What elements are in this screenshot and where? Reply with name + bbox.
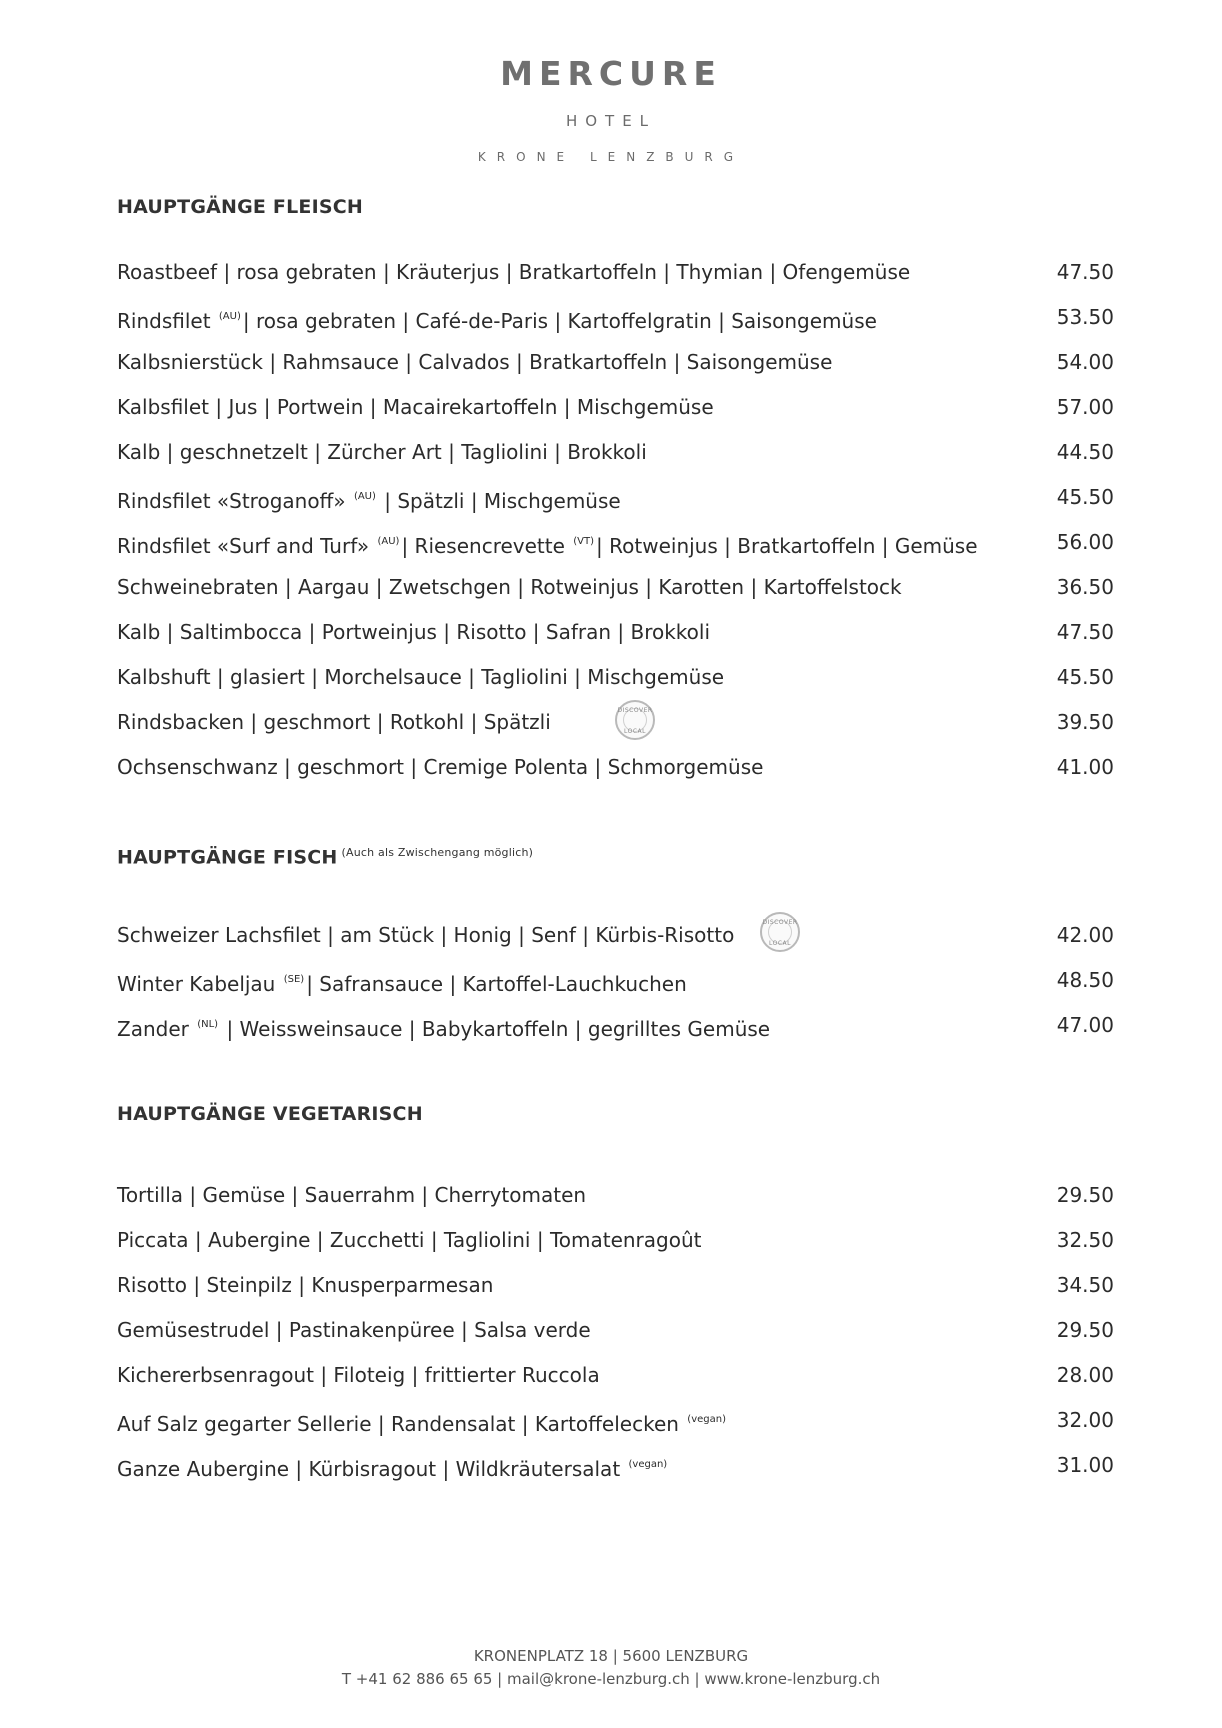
item-price: 54.00 bbox=[1056, 350, 1114, 374]
item-name: Auf Salz gegarter Sellerie | Randensalat | Kartoffelecken $^{(vegan)}$ bbox=[117, 1412, 726, 1436]
badge-text-bottom: LOCAL bbox=[624, 728, 646, 735]
menu-item bbox=[117, 1313, 1114, 1347]
footer-contact: T +41 62 886 65 65 | mail@krone-lenzburg.ch | www.krone-lenzburg.ch bbox=[341, 1670, 881, 1688]
item-name: Winter Kabeljau $^{(SE)}$ | Safransauce | Kartoffel-Lauchkuchen bbox=[117, 972, 687, 996]
item-price: 29.50 bbox=[1056, 1318, 1114, 1342]
section-title-fisch: HAUPTGÄNGE FISCH $^{(Auch als Zwischengang möglich)}$ bbox=[117, 846, 534, 869]
vegan-tag: (vegan) bbox=[687, 1414, 726, 1425]
logo-hotel: HOTEL bbox=[565, 112, 657, 130]
item-name: Schweizer Lachsfilet | am Stück | Honig | Senf | Kürbis-Risotto bbox=[117, 923, 735, 947]
menu-item bbox=[117, 1403, 1114, 1437]
badge-text-top: DISCOVER bbox=[762, 919, 798, 926]
item-price: 56.00 bbox=[1056, 530, 1114, 554]
menu-item bbox=[117, 255, 1114, 289]
menu-item bbox=[117, 435, 1114, 469]
item-name: Roastbeef | rosa gebraten | Kräuterjus | Bratkartoffeln | Thymian | Ofengemüse bbox=[117, 260, 911, 284]
menu-item bbox=[117, 1268, 1114, 1302]
item-name: Piccata | Aubergine | Zucchetti | Tagliolini | Tomatenragoût bbox=[117, 1228, 702, 1252]
menu-item bbox=[117, 525, 1114, 559]
item-name: Rindsfilet «Stroganoff» $^{(AU)}$ | Spätzli | Mischgemüse bbox=[117, 489, 621, 513]
item-price: 44.50 bbox=[1056, 440, 1114, 464]
item-price: 31.00 bbox=[1056, 1453, 1114, 1477]
section-note: (Auch als Zwischengang möglich) bbox=[341, 846, 534, 859]
origin-tag: (AU) bbox=[353, 491, 376, 502]
item-name: Kichererbsenragout | Filoteig | frittierter Ruccola bbox=[117, 1363, 600, 1387]
menu-item bbox=[117, 615, 1114, 649]
item-price: 47.50 bbox=[1056, 620, 1114, 644]
item-name: Ochsenschwanz | geschmort | Cremige Polenta | Schmorgemüse bbox=[117, 755, 764, 779]
item-price: 47.50 bbox=[1056, 260, 1114, 284]
item-price: 28.00 bbox=[1056, 1363, 1114, 1387]
item-name: Gemüsestrudel | Pastinakenpüree | Salsa verde bbox=[117, 1318, 591, 1342]
item-price: 45.50 bbox=[1056, 665, 1114, 689]
vegan-tag: (vegan) bbox=[628, 1459, 668, 1470]
item-name: Tortilla | Gemüse | Sauerrahm | Cherrytomaten bbox=[117, 1183, 587, 1207]
item-name: Kalb | geschnetzelt | Zürcher Art | Tagliolini | Brokkoli bbox=[117, 440, 647, 464]
menu-item bbox=[117, 345, 1114, 379]
menu-item bbox=[117, 480, 1114, 514]
menu-item bbox=[117, 1448, 1114, 1482]
item-price: 47.00 bbox=[1056, 1013, 1114, 1037]
menu-item bbox=[117, 1223, 1114, 1257]
item-price: 36.50 bbox=[1056, 575, 1114, 599]
item-price: 39.50 bbox=[1056, 710, 1114, 734]
origin-tag: (SE) bbox=[283, 974, 305, 985]
origin-tag: (VT) bbox=[573, 536, 595, 547]
item-price: 41.00 bbox=[1056, 755, 1114, 779]
item-price: 34.50 bbox=[1056, 1273, 1114, 1297]
item-name: Rindsfilet «Surf and Turf» $^{(AU)}$ | Riesencrevette $^{(VT)}$ | Rotweinjus | Bratkartoffeln | Gemüse bbox=[117, 534, 978, 558]
item-price: 45.50 bbox=[1056, 485, 1114, 509]
discover-local-badge-icon bbox=[615, 700, 655, 740]
section-title-fleisch: HAUPTGÄNGE FLEISCH bbox=[117, 196, 363, 218]
item-name: Risotto | Steinpilz | Knusperparmesan bbox=[117, 1273, 494, 1297]
menu-item bbox=[117, 1008, 1114, 1042]
item-name: Rindsfilet $^{(AU)}$ | rosa gebraten | Café-de-Paris | Kartoffelgratin | Saisongemüse bbox=[117, 309, 877, 333]
menu-item bbox=[117, 570, 1114, 604]
item-price: 32.00 bbox=[1056, 1408, 1114, 1432]
menu-item bbox=[117, 918, 1114, 952]
item-price: 32.50 bbox=[1056, 1228, 1114, 1252]
menu-item bbox=[117, 963, 1114, 997]
item-name: Ganze Aubergine | Kürbisragout | Wildkräutersalat $^{(vegan)}$ bbox=[117, 1457, 668, 1481]
logo-brand: MERCURE bbox=[500, 54, 722, 93]
item-name: Kalbsfilet | Jus | Portwein | Macairekartoffeln | Mischgemüse bbox=[117, 395, 714, 419]
origin-tag: (NL) bbox=[197, 1019, 219, 1030]
discover-local-badge-icon bbox=[760, 912, 800, 952]
menu-item bbox=[117, 660, 1114, 694]
section-title-vegetarisch: HAUPTGÄNGE VEGETARISCH bbox=[117, 1103, 423, 1125]
item-name: Zander $^{(NL)}$ | Weissweinsauce | Babykartoffeln | gegrilltes Gemüse bbox=[117, 1017, 771, 1041]
item-price: 53.50 bbox=[1056, 305, 1114, 329]
logo-location: KRONE LENZBURG bbox=[477, 150, 745, 164]
item-price: 57.00 bbox=[1056, 395, 1114, 419]
menu-item bbox=[117, 1178, 1114, 1212]
origin-tag: (AU) bbox=[218, 311, 241, 322]
origin-tag: (AU) bbox=[377, 536, 400, 547]
badge-text-bottom: LOCAL bbox=[769, 940, 791, 947]
menu-item bbox=[117, 390, 1114, 424]
item-price: 29.50 bbox=[1056, 1183, 1114, 1207]
item-price: 42.00 bbox=[1056, 923, 1114, 947]
menu-item bbox=[117, 750, 1114, 784]
item-name: Kalbsnierstück | Rahmsauce | Calvados | Bratkartoffeln | Saisongemüse bbox=[117, 350, 833, 374]
item-name: Schweinebraten | Aargau | Zwetschgen | Rotweinjus | Karotten | Kartoffelstock bbox=[117, 575, 902, 599]
footer-address: KRONENPLATZ 18 | 5600 LENZBURG bbox=[473, 1647, 749, 1665]
item-name: Rindsbacken | geschmort | Rotkohl | Spätzli bbox=[117, 710, 551, 734]
item-name: Kalbshuft | glasiert | Morchelsauce | Tagliolini | Mischgemüse bbox=[117, 665, 725, 689]
item-price: 48.50 bbox=[1056, 968, 1114, 992]
item-name: Kalb | Saltimbocca | Portweinjus | Risotto | Safran | Brokkoli bbox=[117, 620, 711, 644]
menu-item bbox=[117, 1358, 1114, 1392]
menu-item bbox=[117, 300, 1114, 334]
badge-text-top: DISCOVER bbox=[617, 707, 653, 714]
